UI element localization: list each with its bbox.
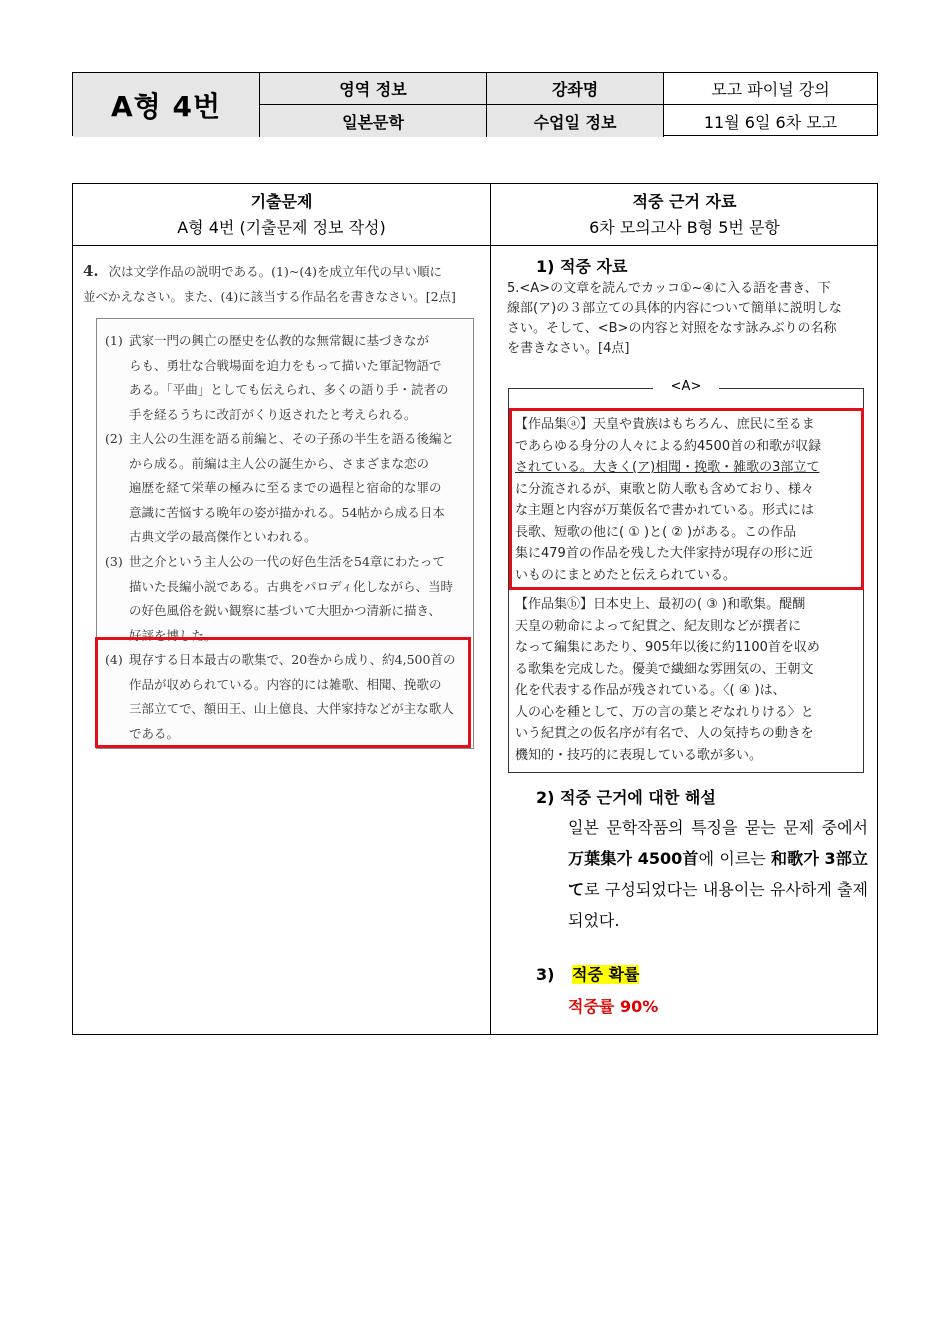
section-2-title: 2) 적중 근거에 대한 해설 [536, 788, 716, 807]
domain-label: 영역 정보 [260, 73, 487, 105]
section-3-title: 3) 적중 확률 [536, 965, 640, 984]
date-label: 수업일 정보 [487, 105, 664, 137]
course-label: 강좌명 [487, 73, 664, 105]
option-item-1: (1) 武家一門の興亡の歴史を仏教的な無常観に基づきなが らも、勇壮な合戦場面を迫力をもって描いた軍記物語で ある。「平曲」としても伝えられ、多くの語り手・読者の 手を経るうちに改訂がくり返されたと考えられる。 [105, 333, 449, 422]
right-head-title: 적중 근거 자료 [632, 191, 737, 211]
question-number: 4. [83, 262, 99, 280]
right-column-header [491, 184, 878, 245]
problem-title: A형 4번 [73, 73, 260, 137]
info-header-table [72, 72, 878, 136]
domain-value: 일본문학 [260, 105, 487, 137]
question-line-2: 並べかえなさい。また、(4)に該当する作品名を書きなさい。[2点] [83, 289, 456, 304]
date-value: 11월 6일 6차 모고 [703, 112, 838, 132]
left-column-header [73, 184, 490, 245]
hit-rate-value: 적중률 90% [568, 997, 659, 1016]
section-1-title: 1) 적중 자료 [536, 257, 628, 276]
left-head-title: 기출문제 [250, 191, 313, 211]
option-item-3: (3) 世之介という主人公の一代の好色生活を54章にわたって 描いた長編小説である。古典をパロディ化しながら、当時 の好色風俗を鋭い観察に基づいて大胆かつ清新に描き、 好評を博した。 [105, 554, 454, 643]
question-line-1: 4. 次は文学作品の説明である。(1)~(4)を成立年代の早い順に [83, 262, 443, 280]
explanation-text: 일본 문학작품의 특징을 묻는 문제 중에서 万葉集가 4500首에 이르는 和歌가 3部立て로 구성되었다는 내용이는 유사하게 출제되었다. [568, 818, 868, 930]
highlight-box-passage-a [509, 408, 864, 590]
passage-a-label: <A> [509, 379, 863, 394]
option-item-2: (2) 主人公の生涯を語る前編と、その子孫の半生を語る後編と から成る。前編は主人公の誕生から、さまざまな恋の 遍歴を経て栄華の極みに至るまでの過程と宿命的な罪の 意識に苦悩する晩年の姿が描かれる。54帖から成る日本 古典文学の最高傑作といわれる。 [105, 431, 455, 544]
column-divider [490, 184, 491, 1034]
highlight-box-option-4 [95, 637, 471, 748]
header-divider [73, 245, 877, 246]
option-item-4: (4) 現存する日本最古の歌集で、20巻から成り、約4,500首の 作品が収められている。内容的には雑歌、相聞、挽歌の 三部立てで、額田王、山上億良、大伴家持などが主な歌人 である。 [105, 652, 456, 741]
course-value: 모고 파이널 강의 [664, 73, 877, 105]
passage-a-paragraph: 【作品集ⓐ】天皇や貴族はもちろん、庶民に至るま であらゆる身分の人々による約4500首の和歌が収録 されている。大きく(ア)相聞・挽歌・雑歌の3部立て に分流されるが、東歌と防人歌も含めており、様々 な主題と内容が万葉仮名で書かれている。形式には 長歌、短歌の他に( ① )と( ② )がある。この作品 集に479首の作品を残した大伴家持が現存の形に近 いものにまとめたと伝えられている。 [515, 417, 822, 583]
right-head-subtitle: 6차 모의고사 B형 5번 문항 [589, 217, 780, 237]
passage-b-paragraph: 【作品集ⓑ】日本史上、最初の( ③ )和歌集。醍醐 天皇の勅命によって紀貫之、紀友則などが撰者に なって編集にあたり、905年以後に約1100首を収め る歌集を完成した。優美で繊細な雰囲気の、王朝文 化を代表する作品が残されている。〈( ④ )は、 人の心を種として、万の言の葉とぞなれりける〉と いう紀貫之の仮名序が有名で、人の気持ちの動きを 機知的・技巧的に表現している歌が多い。 [515, 597, 820, 763]
q5-instruction: 5.<A>の文章を読んでカッコ①~④に入る語を書き、下 線部(ア)の３部立ての具体的内容について簡単に説明しな さい。そして、<B>の内容と対照をなす詠みぶりの名称 を書きなさい。[4点] [507, 281, 842, 356]
left-head-subtitle: A형 4번 (기출문제 정보 작성) [177, 217, 386, 237]
hit-probability-label: 적중 확률 [572, 965, 640, 984]
